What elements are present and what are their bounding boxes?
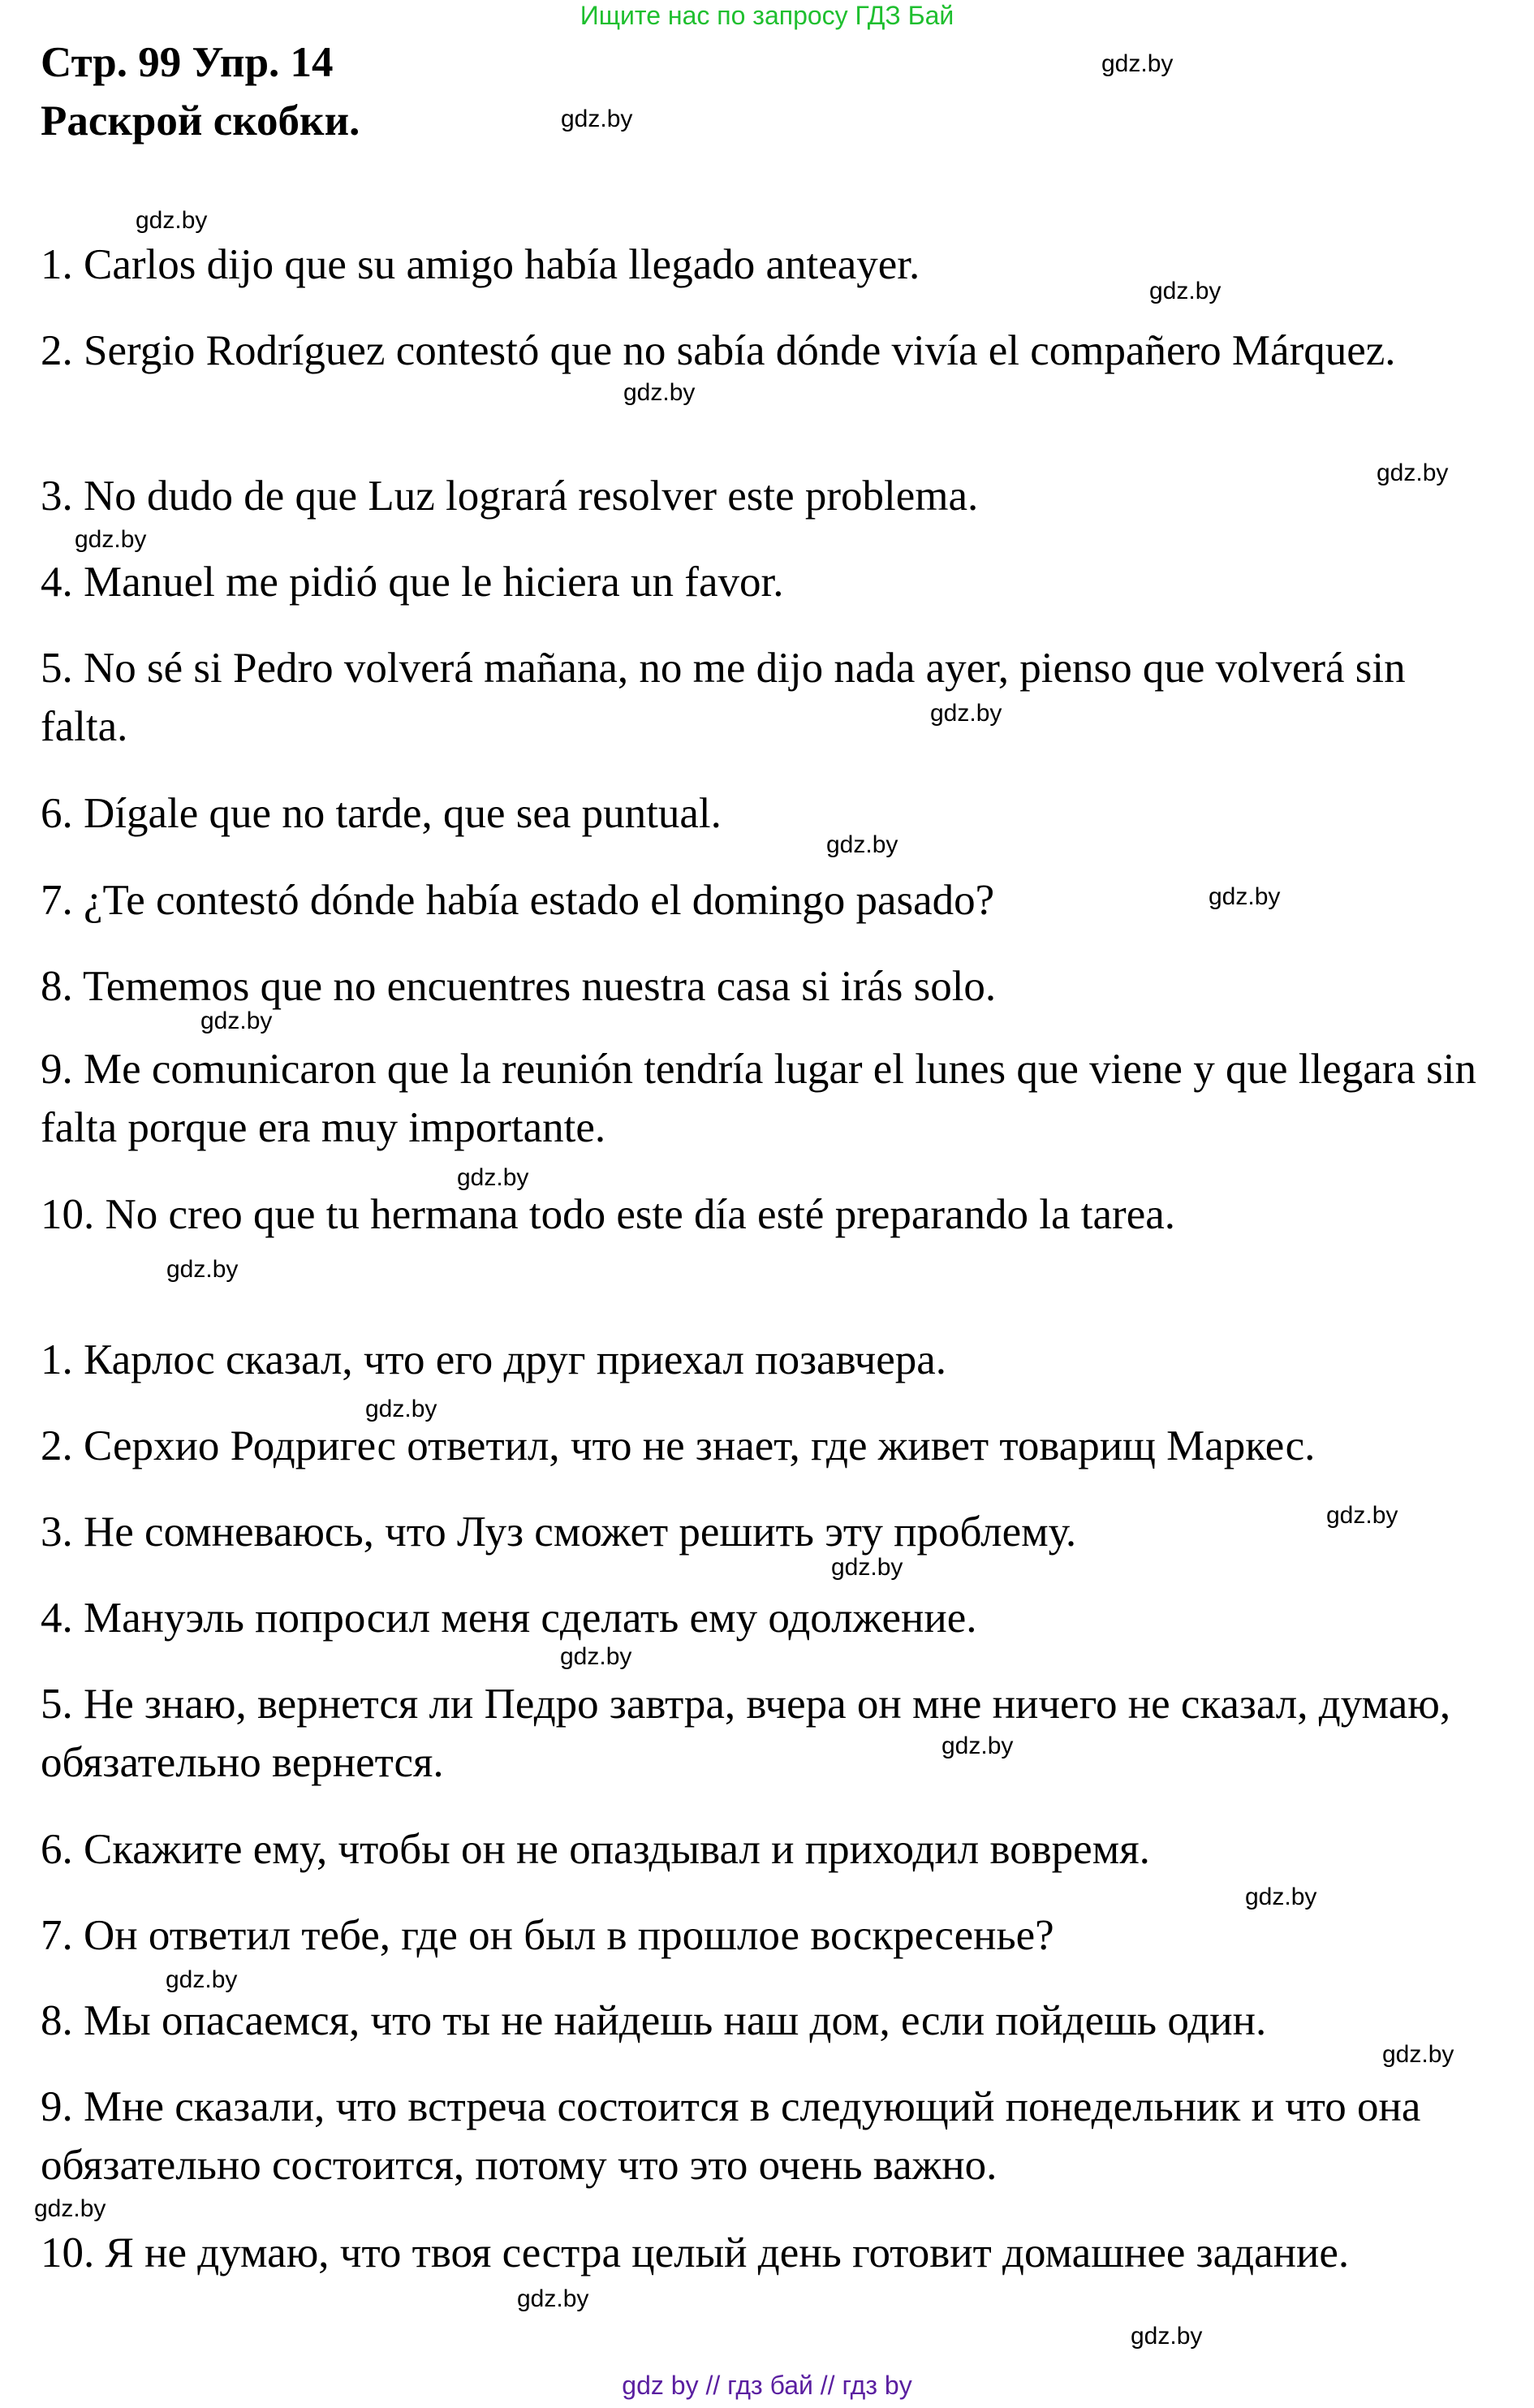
watermark: gdz.by (1382, 2041, 1454, 2068)
watermark: gdz.by (1245, 1884, 1317, 1910)
watermark: gdz.by (517, 2285, 589, 2312)
russian-item-6: 6. Скажите ему, чтобы он не опаздывал и приходил вовремя. (41, 1826, 1150, 1873)
watermark: gdz.by (1149, 278, 1222, 304)
watermark: gdz.by (560, 1643, 632, 1670)
spanish-item-7: 7. ¿Te contestó dónde había estado el domingo pasado? (41, 877, 995, 924)
watermark: gdz.by (1131, 2323, 1203, 2350)
watermark: gdz.by (365, 1396, 437, 1422)
watermark: gdz.by (930, 700, 1002, 727)
watermark: gdz.by (457, 1164, 529, 1191)
watermark: gdz.by (166, 1256, 239, 1283)
watermark: gdz.by (34, 2195, 106, 2222)
russian-item-10: 10. Я не думаю, что твоя сестра целый день готовит домашнее задание. (41, 2229, 1350, 2276)
russian-item-8: 8. Мы опасаемся, что ты не найдешь наш дом, если пойдешь один. (41, 1997, 1267, 2044)
exercise-instruction: Раскрой скобки. (41, 97, 360, 145)
watermark: gdz.by (75, 526, 147, 553)
watermark: gdz.by (136, 207, 208, 234)
watermark: gdz.by (561, 106, 633, 132)
spanish-item-3: 3. No dudo de que Luz logrará resolver este problema. (41, 473, 979, 520)
russian-item-2: 2. Серхио Родригес ответил, что не знает, где живет товарищ Маркес. (41, 1422, 1316, 1469)
watermark: gdz.by (1101, 50, 1174, 77)
spanish-item-5: 5. No sé si Pedro volverá mañana, no me dijo nada ayer, pienso que volverá sin falta. (41, 645, 1406, 750)
spanish-item-4: 4. Manuel me pidió que le hiciera un favor. (41, 559, 784, 606)
footer-links[interactable]: gdz by // гдз бай // гдз by (622, 2371, 912, 2400)
watermark: gdz.by (200, 1008, 273, 1034)
russian-item-3: 3. Не сомневаюсь, что Луз сможет решить эту проблему. (41, 1508, 1077, 1556)
watermark: gdz.by (831, 1554, 903, 1581)
russian-item-4: 4. Мануэль попросил меня сделать ему одолжение. (41, 1595, 977, 1642)
watermark: gdz.by (1326, 1502, 1398, 1529)
russian-item-9: 9. Мне сказали, что встреча состоится в следующий понедельник и что она обязательно состоится, потому что это очень важно. (41, 2083, 1421, 2189)
watermark: gdz.by (166, 1966, 238, 1993)
spanish-item-10: 10. No creo que tu hermana todo este día esté preparando la tarea. (41, 1191, 1176, 1238)
spanish-item-2: 2. Sergio Rodríguez contestó que no sabía dónde vivía el compañero Márquez. (41, 327, 1396, 374)
spanish-item-6: 6. Dígale que no tarde, que sea puntual. (41, 790, 722, 837)
spanish-item-1: 1. Carlos dijo que su amigo había llegado anteayer. (41, 241, 920, 288)
page-title: Стр. 99 Упр. 14 (41, 39, 334, 86)
top-search-link[interactable]: Ищите нас по запросу ГДЗ Бай (580, 1, 954, 30)
spanish-item-9: 9. Me comunicaron que la reunión tendría lugar el lunes que viene y que llegara sin falta porque era muy importante. (41, 1046, 1477, 1151)
watermark: gdz.by (826, 831, 898, 858)
watermark: gdz.by (942, 1733, 1014, 1759)
russian-item-5: 5. Не знаю, вернется ли Педро завтра, вчера он мне ничего не сказал, думаю, обязательно вернется. (41, 1681, 1451, 1786)
spanish-item-8: 8. Tememos que no encuentres nuestra casa si irás solo. (41, 963, 997, 1010)
watermark: gdz.by (1377, 460, 1449, 486)
watermark: gdz.by (1209, 883, 1281, 910)
russian-item-7: 7. Он ответил тебе, где он был в прошлое воскресенье? (41, 1912, 1054, 1959)
russian-item-1: 1. Карлос сказал, что его друг приехал позавчера. (41, 1336, 947, 1383)
watermark: gdz.by (623, 379, 696, 406)
